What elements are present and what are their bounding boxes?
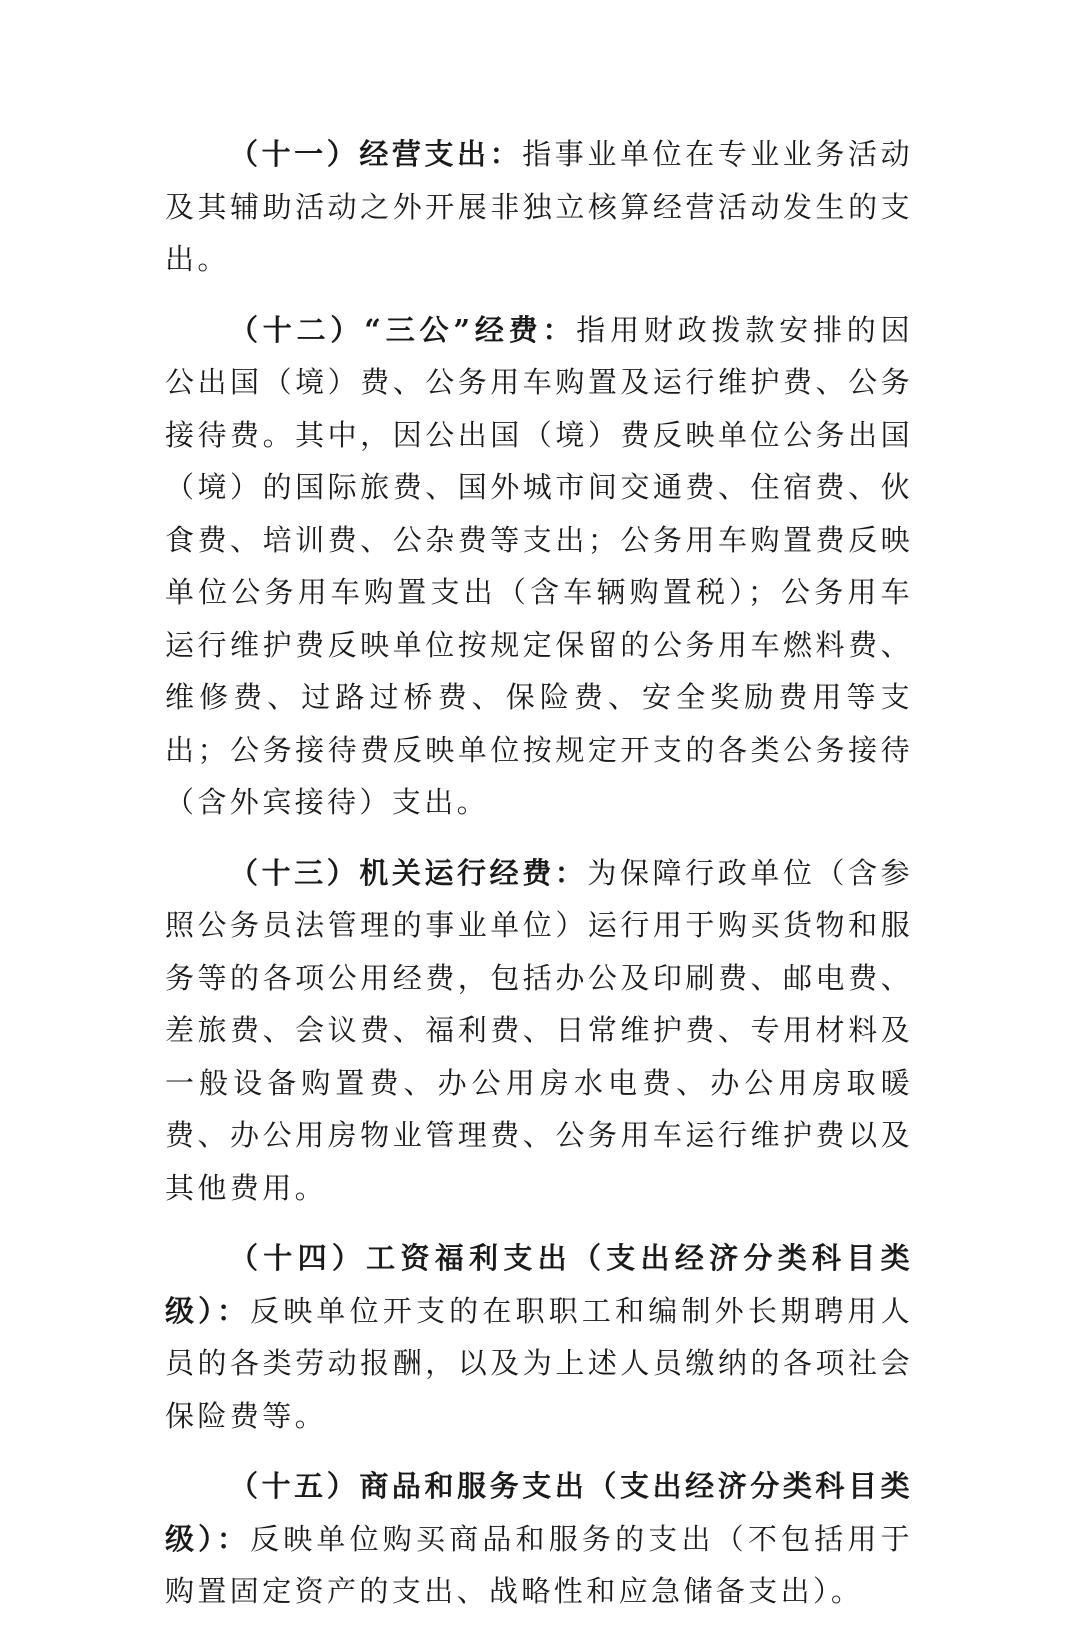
paragraph-term: （十四）工资福利支出（支出经济分类科目类级）：: [165, 1241, 913, 1328]
paragraph-term: （十一）经营支出：: [229, 137, 523, 171]
paragraph-term: （十二）“三公”经费：: [229, 312, 577, 347]
paragraph-body: 指用财政拨款安排的因公出国（境）费、公务用车购置及运行维护费、公务接待费。其中，因公出国（境）费反映单位公务出国（境）的国际旅费、国外城市间交通费、住宿费、伙食费、培训费、公杂费等支出；公务用车购置费反映单位公务用车购置支出（含车辆购置税）；公务用车运行维护费反映单位按规定保留的公务用车燃料费、维修费、过路过桥费、保险费、安全奖励费用等支出；公务接待费反映单位按规定开支的各类公务接待（含外宾接待）支出。: [165, 312, 913, 819]
paragraph-wage-welfare-expenditure: [165, 1232, 913, 1442]
paragraph-three-public-expenses: [165, 304, 913, 829]
paragraph-term: （十三）机关运行经费：: [229, 855, 588, 890]
paragraph-operating-expenditure: [165, 128, 913, 286]
paragraph-body: 反映单位开支的在职职工和编制外长期聘用人员的各类劳动报酬，以及为上述人员缴纳的各项社会保险费等。: [165, 1293, 913, 1433]
document-page: [165, 128, 913, 1636]
paragraph-body: 指事业单位在专业业务活动及其辅助活动之外开展非独立核算经营活动发生的支出。: [165, 137, 913, 276]
paragraph-goods-services-expenditure: [165, 1460, 913, 1618]
paragraph-agency-operating-funds: [165, 847, 913, 1215]
paragraph-body: 反映单位购买商品和服务的支出（不包括用于购置固定资产的支出、战略性和应急储备支出）。: [165, 1521, 913, 1608]
paragraph-body: 为保障行政单位（含参照公务员法管理的事业单位）运行用于购买货物和服务等的各项公用经费，包括办公及印刷费、邮电费、差旅费、会议费、福利费、日常维护费、专用材料及一般设备购置费、办公用房水电费、办公用房取暖费、办公用房物业管理费、公务用车运行维护费以及其他费用。: [165, 855, 913, 1205]
paragraph-term: （十五）商品和服务支出（支出经济分类科目类级）：: [165, 1469, 913, 1556]
